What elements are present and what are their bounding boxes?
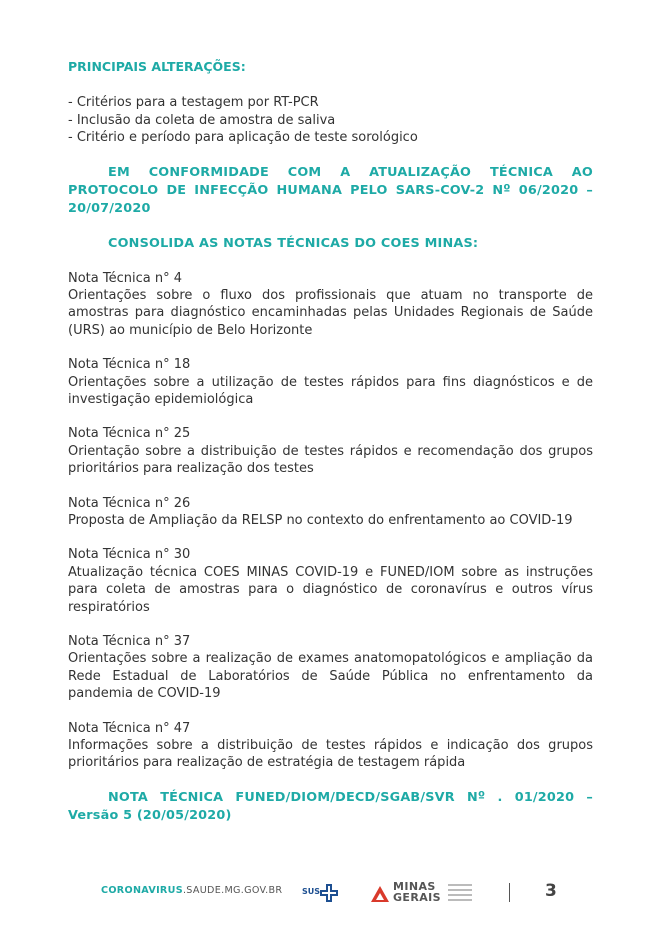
nota-description: Orientação sobre a distribuição de testes rápidos e recomendação dos grupos prioritários para realização dos testes bbox=[68, 443, 593, 477]
changes-list bbox=[68, 94, 593, 147]
nota-description: Orientações sobre a realização de exames anatomopatológicos e ampliação da Rede Estadual de Laboratórios de Saúde Pública no enfrentamento da pandemia de COVID-19 bbox=[68, 651, 593, 702]
nota-description: Orientações sobre a utilização de testes rápidos para fins diagnósticos e de investigação epidemiológica bbox=[68, 374, 593, 407]
page-footer bbox=[0, 878, 662, 908]
nota-title: Nota Técnica n° 37 bbox=[68, 634, 191, 649]
mg-line1: MINAS bbox=[393, 880, 436, 893]
mg-line2: GERAIS bbox=[393, 891, 441, 904]
nota-tecnica-item bbox=[68, 425, 593, 477]
mg-wordmark bbox=[393, 881, 441, 903]
triangle-icon bbox=[370, 885, 390, 903]
nota-title: Nota Técnica n° 18 bbox=[68, 357, 191, 373]
funed-heading: NOTA TÉCNICA FUNED/DIOM/DECD/SGAB/SVR Nº . 01/2020 – Versão 5 (20/05/2020) bbox=[68, 789, 593, 823]
nota-description: Atualização técnica COES MINAS COVID-19 e FUNED/IOM sobre as instruções para coleta de amostras para o diagnóstico de coronavírus e outros vírus respiratórios bbox=[68, 564, 593, 615]
consolida-heading: CONSOLIDA AS NOTAS TÉCNICAS DO COES MINAS: bbox=[108, 235, 479, 251]
footer-divider bbox=[509, 883, 510, 902]
nota-title: Nota Técnica n° 30 bbox=[68, 547, 191, 563]
nota-tecnica-item bbox=[68, 356, 593, 408]
nota-tecnica-item bbox=[68, 633, 593, 703]
nota-tecnica-item bbox=[68, 720, 593, 772]
nota-title: Nota Técnica n° 47 bbox=[68, 720, 191, 736]
mg-subtext-graphic bbox=[448, 884, 472, 904]
change-item: - Inclusão da coleta de amostra de saliva bbox=[68, 112, 336, 128]
change-item: - Critério e período para aplicação de teste sorológico bbox=[68, 130, 418, 145]
principais-title: PRINCIPAIS ALTERAÇÕES: bbox=[68, 59, 246, 74]
page-number: 3 bbox=[545, 881, 557, 901]
nota-tecnica-item bbox=[68, 546, 593, 616]
nota-description: Proposta de Ampliação da RELSP no contexto do enfrentamento ao COVID-19 bbox=[68, 512, 573, 528]
site-highlight: CORONAVIRUS bbox=[101, 885, 183, 896]
nota-title: Nota Técnica n° 4 bbox=[68, 270, 182, 286]
sus-cross-icon bbox=[319, 883, 339, 903]
conformidade-heading: EM CONFORMIDADE COM A ATUALIZAÇÃO TÉCNICA AO PROTOCOLO DE INFECÇÃO HUMANA PELO SARS-COV-2 Nº 06/2020 – 20/07/2020 bbox=[68, 164, 593, 216]
nota-title: Nota Técnica n° 25 bbox=[68, 426, 191, 442]
nota-tecnica-item bbox=[68, 495, 593, 530]
nota-description: Informações sobre a distribuição de testes rápidos e indicação dos grupos prioritários para realização de estratégia de testagem rápida bbox=[68, 738, 593, 771]
site-rest: .SAUDE.MG.GOV.BR bbox=[182, 885, 283, 896]
nota-tecnica-item bbox=[68, 270, 593, 340]
nota-title: Nota Técnica n° 26 bbox=[68, 495, 191, 511]
site-link[interactable] bbox=[101, 885, 282, 896]
sus-label: SUS bbox=[302, 887, 321, 896]
nota-description: Orientações sobre o fluxo dos profissionais que atuam no transporte de amostras para diagnóstico encaminhadas pelas Unidades Regionais de Saúde (URS) ao município de Belo Horizonte bbox=[68, 287, 593, 338]
change-item: - Critérios para a testagem por RT-PCR bbox=[68, 95, 319, 110]
document-body bbox=[68, 58, 593, 825]
